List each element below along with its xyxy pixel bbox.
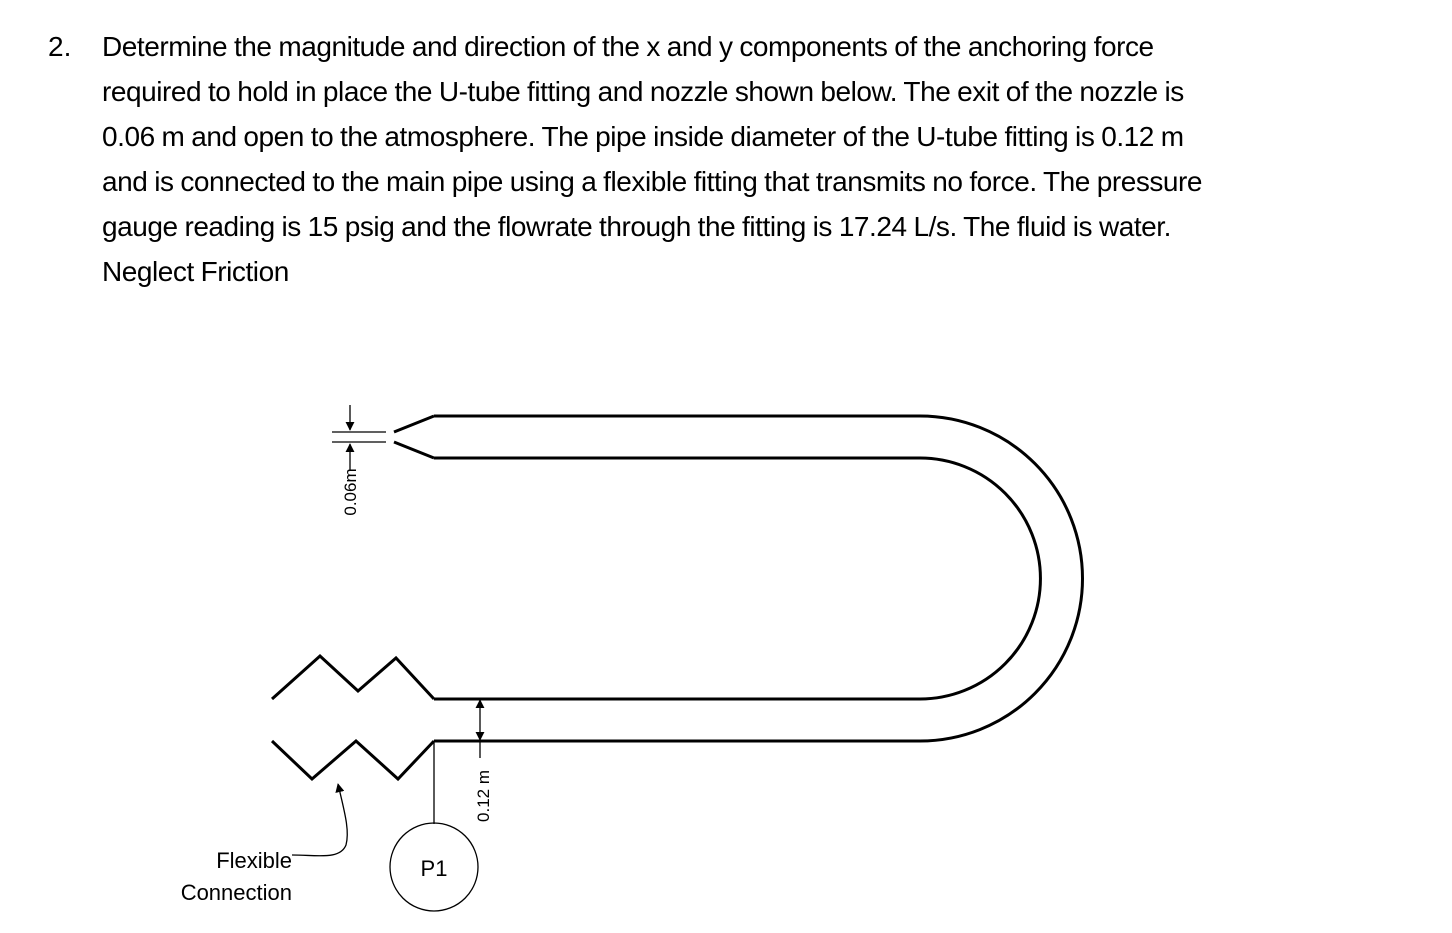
problem-line-3: 0.06 m and open to the atmosphere. The pipe inside diameter of the U-tube fitting is 0.12 m xyxy=(102,121,1184,152)
pressure-gauge xyxy=(390,741,478,911)
pressure-gauge-label: P1 xyxy=(420,856,448,881)
pipe-dimension xyxy=(474,700,498,822)
problem-line-5: gauge reading is 15 psig and the flowrate through the fitting is 17.24 L/s. The fluid is water. xyxy=(102,211,1171,242)
problem-number: 2. xyxy=(48,31,72,62)
flexible-label-line1: Flexible xyxy=(216,848,292,873)
flexible-connection-callout xyxy=(181,784,348,905)
nozzle-dimension-label: 0.06m xyxy=(341,468,360,516)
nozzle-dimension xyxy=(332,405,386,516)
problem-line-2: required to hold in place the U-tube fitting and nozzle shown below. The exit of the nozzle is xyxy=(102,76,1184,107)
problem-line-4: and is connected to the main pipe using a flexible fitting that transmits no force. The pressure xyxy=(102,166,1203,197)
flexible-label-line2: Connection xyxy=(180,880,292,905)
problem-line-1: Determine the magnitude and direction of the x and y components of the anchoring force xyxy=(102,31,1154,62)
nozzle-tip xyxy=(394,416,434,458)
flexible-connection-lower xyxy=(272,741,434,779)
u-tube-inner-wall xyxy=(434,458,1040,699)
pipe-dimension-label: 0.12 m xyxy=(474,770,493,822)
problem-line-6: Neglect Friction xyxy=(102,256,289,287)
flexible-connection-upper xyxy=(272,656,434,699)
u-tube-outer-wall xyxy=(434,416,1083,741)
